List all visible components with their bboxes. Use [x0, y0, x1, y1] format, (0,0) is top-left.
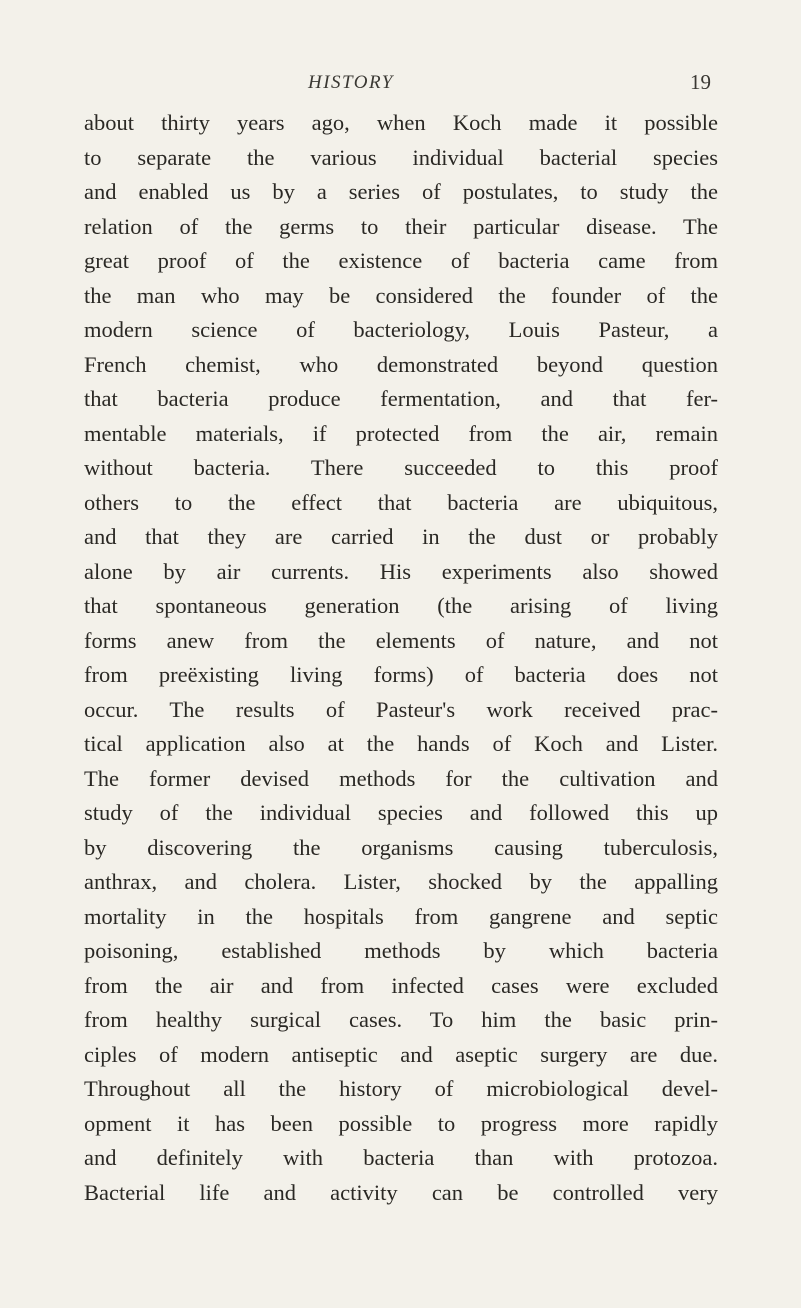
- text-line: forms anew from the elements of nature, and not: [84, 627, 718, 653]
- text-line: modern science of bacteriology, Louis Pasteur, a: [84, 317, 718, 342]
- text-line: study of the individual species and followed this up: [84, 800, 718, 825]
- text-line: Throughout all the history of microbiological devel-: [84, 1076, 718, 1101]
- text-line: Bacterial life and activity can be controlled very: [84, 1179, 718, 1205]
- text-line: others to the effect that bacteria are ubiquitous,: [84, 489, 718, 515]
- text-line: about thirty years ago, when Koch made it possible: [84, 110, 718, 135]
- text-line: tical application also at the hands of Koch and Lister.: [84, 731, 718, 756]
- text-line: and that they are carried in the dust or probably: [84, 524, 718, 549]
- text-line: without bacteria. There succeeded to this proof: [84, 455, 718, 480]
- text-line: anthrax, and cholera. Lister, shocked by the appalling: [84, 869, 718, 894]
- text-line: great proof of the existence of bacteria came from: [84, 248, 718, 273]
- text-line: and enabled us by a series of postulates, to study the: [84, 179, 718, 204]
- text-line: mortality in the hospitals from gangrene and septic: [84, 903, 718, 929]
- text-line: The former devised methods for the cultivation and: [84, 765, 718, 791]
- text-line: from preëxisting living forms) of bacteria does not: [84, 662, 718, 687]
- text-line: by discovering the organisms causing tuberculosis,: [84, 834, 718, 860]
- text-line: and definitely with bacteria than with protozoa.: [84, 1145, 718, 1170]
- text-line: mentable materials, if protected from the air, remain: [84, 420, 718, 446]
- text-line: occur. The results of Pasteur's work received prac-: [84, 696, 718, 722]
- running-head: HISTORY: [308, 72, 394, 93]
- text-line: from healthy surgical cases. To him the basic prin-: [84, 1007, 718, 1032]
- text-line: poisoning, established methods by which bacteria: [84, 938, 718, 963]
- body-text: [84, 106, 718, 1210]
- text-line: alone by air currents. His experiments also showed: [84, 558, 718, 584]
- text-line: ciples of modern antiseptic and aseptic surgery are due.: [84, 1041, 718, 1067]
- text-line: that spontaneous generation (the arising of living: [84, 593, 718, 618]
- text-line: that bacteria produce fermentation, and that fer-: [84, 386, 718, 411]
- text-line: from the air and from infected cases were excluded: [84, 972, 718, 998]
- text-line: relation of the germs to their particular disease. The: [84, 213, 718, 239]
- text-line: to separate the various individual bacterial species: [84, 144, 718, 170]
- text-line: opment it has been possible to progress more rapidly: [84, 1110, 718, 1136]
- page-number: 19: [690, 70, 711, 94]
- text-line: French chemist, who demonstrated beyond question: [84, 351, 718, 377]
- text-line: the man who may be considered the founder of the: [84, 282, 718, 308]
